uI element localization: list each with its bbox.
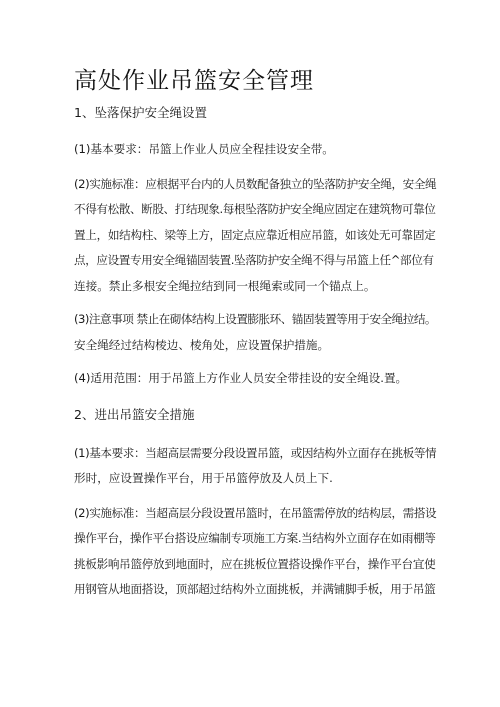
text-line: 不得有松散、断股、打结现象.每根坠落防护安全绳应固定在建筑物可靠位 <box>74 202 436 216</box>
text-line: (1)基本要求：吊篮上作业人员应全程挂设安全带。 <box>74 142 334 156</box>
text-line: 安全绳经过结构棱边、棱角处，应设置保护措施。 <box>74 337 330 352</box>
text-line: 置上，如结构柱、梁等上方，固定点应靠近相应吊篮，如该处无可靠固定 <box>74 227 436 242</box>
document-title: 高处作业吊篮安全管理 <box>74 68 314 94</box>
section-2-paragraph-1 <box>74 441 436 492</box>
document-body <box>74 106 436 603</box>
text-line: 挑板影响吊篮停放到地面时，应在挑板位置搭设操作平台，操作平台宜使 <box>74 556 436 571</box>
section-1-paragraph-2 <box>74 172 436 300</box>
text-line: (4)适用范围：用于吊篮上方作业人员安全带挂设的安全绳设.置。 <box>74 371 408 385</box>
text-line: 点，应设置专用安全绳锚固装置.坠落防护安全绳不得与吊篮上任^部位有 <box>74 253 434 267</box>
section-1-paragraph-3 <box>74 307 436 358</box>
section-1-paragraph-4 <box>74 366 436 392</box>
section-2-paragraph-2 <box>74 501 436 603</box>
text-line: (2)实施标准：应根据平台内的人员数配备独立的坠落防护安全绳，安全绳 <box>74 176 437 191</box>
text-line: (2)实施标准：当超高层分段设置吊篮时，在吊篮需停放的结构层，需搭设 <box>74 505 437 520</box>
text-line: 用钢管从地面搭设，顶部超过结构外立面挑板，并满铺脚手板，用于吊篮 <box>74 582 436 596</box>
section-1-paragraph-1 <box>74 137 436 163</box>
text-line: (3)注意事项 禁止在砌体结构上设置膨胀环、锚固装置等用于安全绳拉结。 <box>74 312 437 326</box>
text-line: 连接。禁止多根安全绳拉结到同一根绳索或同一个锚点上。 <box>74 278 376 293</box>
text-line: (1)基本要求：当超高层需要分段设置吊篮，或因结构外立面存在挑板等情 <box>74 445 437 460</box>
text-line: 形时，应设置操作平台，用于吊篮停放及人员上下. <box>74 471 333 485</box>
section-2-heading: 2、进出吊篮安全措施 <box>74 406 195 422</box>
text-line: 操作平台，操作平台搭设应编制专项施工方案.当结构外立面存在如雨棚等 <box>74 531 436 545</box>
section-1-heading: 1、坠落保护安全绳设置 <box>74 105 207 120</box>
